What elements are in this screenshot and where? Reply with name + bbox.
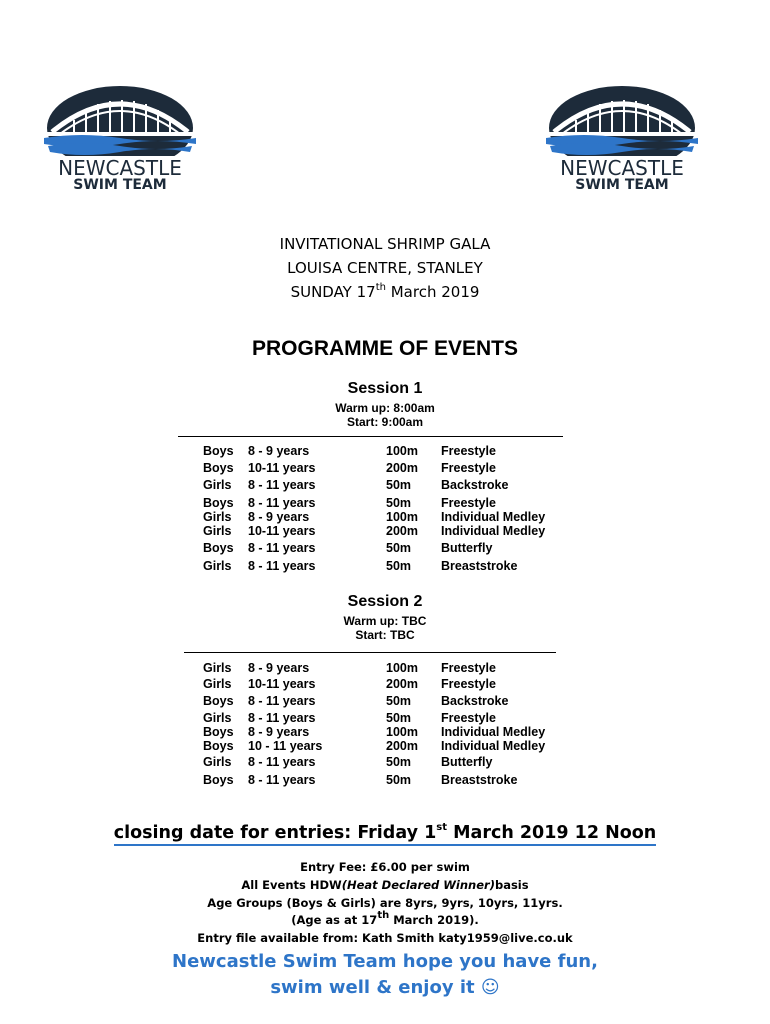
session-2-warmup: Warm up: TBC	[343, 614, 427, 628]
session-1-title: Session 1	[347, 380, 423, 397]
hdw-basis: All Events HDW(Heat Declared Winner)basis	[241, 878, 529, 892]
age-as-at: (Age as at 17th March 2019).	[291, 910, 479, 927]
event-row: Girls 10-11 years 200m Individual Medley	[203, 524, 546, 538]
session-1-start: Start: 9:00am	[346, 415, 424, 429]
club-logo-right	[546, 82, 698, 194]
session-2-start: Start: TBC	[355, 628, 415, 642]
event-row: Girls 8 - 11 years 50m Breaststroke	[203, 559, 518, 573]
event-row: Girls 8 - 11 years 50m Backstroke	[203, 478, 509, 492]
event-row: Boys 10-11 years 200m Freestyle	[203, 461, 496, 475]
event-row: Boys 8 - 9 years 100m Freestyle	[203, 444, 496, 458]
logo-line2: SWIM TEAM	[575, 177, 669, 193]
gala-title: INVITATIONAL SHRIMP GALA	[279, 235, 491, 253]
event-row: Boys 8 - 11 years 50m Breaststroke	[203, 773, 518, 787]
age-groups: Age Groups (Boys & Girls) are 8yrs, 9yrs, 10yrs, 11yrs.	[207, 896, 563, 910]
programme-title: PROGRAMME OF EVENTS	[251, 337, 519, 360]
closing-date: closing date for entries: Friday 1st March 2019 12 Noon	[0, 823, 770, 843]
event-row: Girls 8 - 11 years 50m Freestyle	[203, 711, 496, 725]
bridge-icon	[44, 82, 196, 156]
gala-venue: LOUISA CENTRE, STANLEY	[287, 259, 483, 277]
event-row: Girls 8 - 9 years 100m Individual Medley	[203, 510, 546, 524]
event-row: Boys 8 - 11 years 50m Freestyle	[203, 496, 496, 510]
session-1-warmup: Warm up: 8:00am	[335, 401, 435, 415]
divider	[184, 652, 556, 653]
gala-date: SUNDAY 17th March 2019	[290, 282, 480, 301]
session-2-title: Session 2	[347, 593, 423, 610]
event-row: Boys 10 - 11 years 200m Individual Medley	[203, 739, 546, 753]
entry-file-contact: Entry file available from: Kath Smith katy1959@live.co.uk	[197, 931, 573, 945]
club-logo-left	[44, 82, 196, 194]
logo-line1: NEWCASTLE	[560, 156, 684, 180]
event-row: Boys 8 - 11 years 50m Backstroke	[203, 694, 509, 708]
event-row: Boys 8 - 11 years 50m Butterfly	[203, 541, 493, 555]
event-row: Girls 8 - 9 years 100m Freestyle	[203, 661, 496, 675]
bridge-icon	[546, 82, 698, 156]
logo-line2: SWIM TEAM	[73, 177, 167, 193]
farewell-line1: Newcastle Swim Team hope you have fun,	[172, 951, 598, 972]
event-row: Girls 8 - 11 years 50m Butterfly	[203, 755, 493, 769]
entry-fee: Entry Fee: £6.00 per swim	[300, 860, 470, 874]
event-row: Girls 10-11 years 200m Freestyle	[203, 677, 496, 691]
farewell-line2: swim well & enjoy it ☺	[270, 977, 500, 998]
divider	[178, 436, 563, 437]
event-row: Boys 8 - 9 years 100m Individual Medley	[203, 725, 546, 739]
logo-line1: NEWCASTLE	[58, 156, 182, 180]
